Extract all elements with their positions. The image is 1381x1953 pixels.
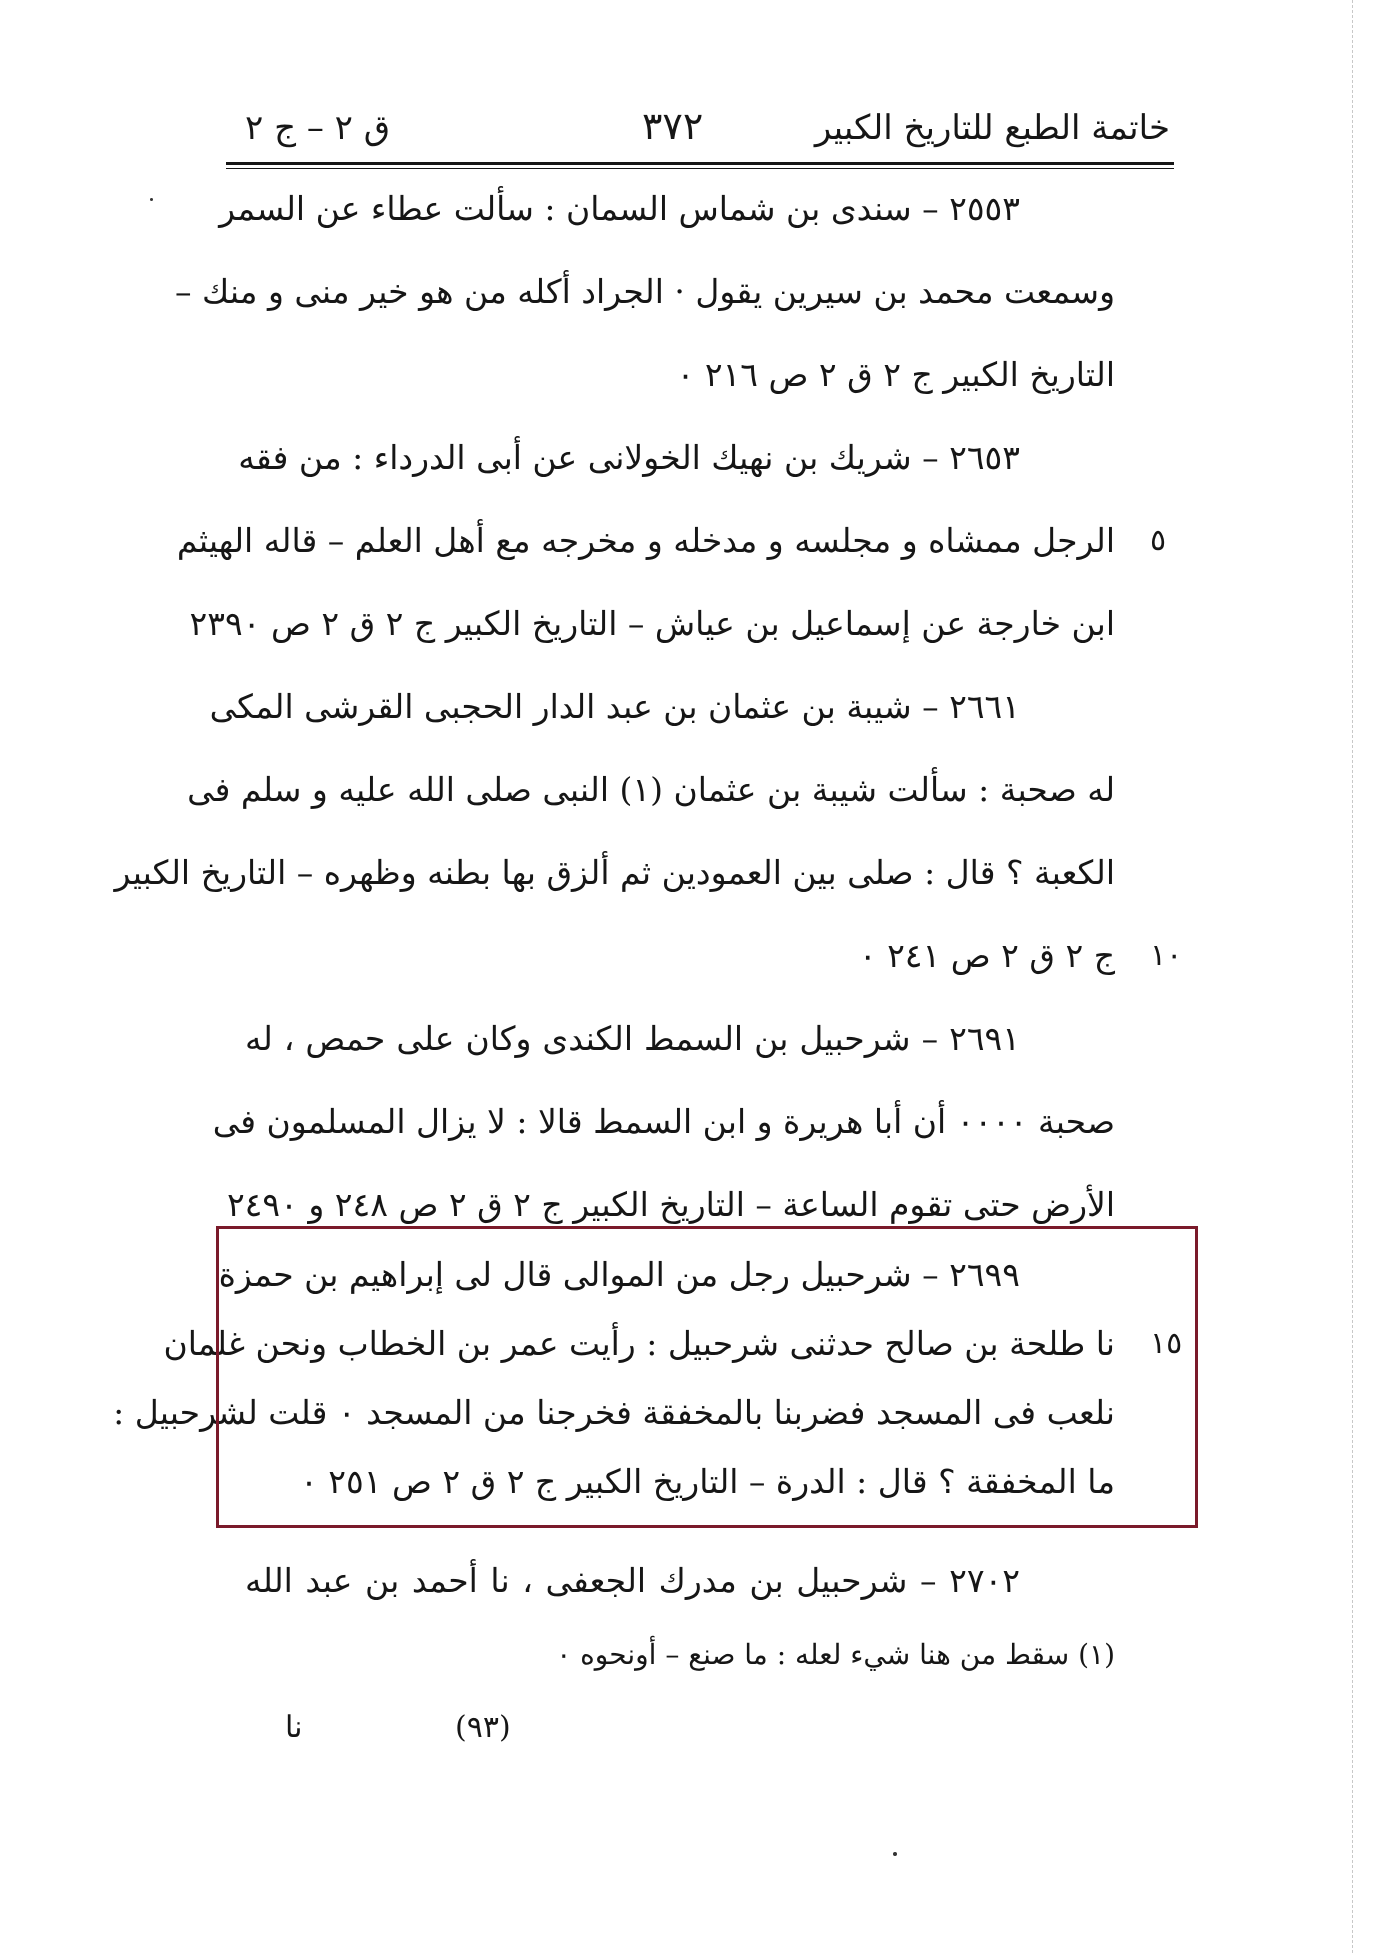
page-edge-line [1352, 0, 1353, 1953]
text-line: وسمعت محمد بن سيرين يقول · الجراد أكله من هو خير منى و منك – [175, 272, 1115, 311]
text-line: ٢٦٦١ – شيبة بن عثمان بن عبد الدار الحجبى القرشى المكى [209, 687, 1020, 726]
page-header [235, 92, 1170, 156]
text-line: ما المخفقة ؟ قال : الدرة – التاريخ الكبير ج ٢ ق ٢ ص ٢٥١ ٠ [300, 1462, 1115, 1501]
text-line: له صحبة : سألت شيبة بن عثمان (١) النبى صلى الله عليه و سلم فى [187, 770, 1115, 809]
text-line: الرجل ممشاه و مجلسه و مدخله و مخرجه مع أهل العلم – قاله الهيثم [176, 521, 1115, 560]
text-line: ٢٦٩٩ – شرحبيل رجل من الموالى قال لى إبراهيم بن حمزة [218, 1255, 1020, 1294]
header-page-number: ٣٧٢ [642, 104, 704, 148]
footnote: (١) سقط من هنا شيء لعله : ما صنع – أونحوه ٠ [556, 1638, 1115, 1671]
line-number: ١٠ [1150, 938, 1183, 973]
header-title: خاتمة الطبع للتاريخ الكبير [814, 108, 1170, 148]
text-line: ابن خارجة عن إسماعيل بن عياش – التاريخ الكبير ج ٢ ق ٢ ص ٢٣٩٠ [189, 604, 1115, 643]
text-line: ٢٦٩١ – شرحبيل بن السمط الكندى وكان على حمص ، له [245, 1019, 1020, 1058]
speck [893, 1852, 897, 1856]
text-line: نا طلحة بن صالح حدثنى شرحبيل : رأيت عمر بن الخطاب ونحن غلمان [163, 1324, 1115, 1363]
text-line: الأرض حتى تقوم الساعة – التاريخ الكبير ج ٢ ق ٢ ص ٢٤٨ و ٢٤٩٠ [226, 1185, 1115, 1224]
text-line: ٢٧٠٢ – شرحبيل بن مدرك الجعفى ، نا أحمد بن عبد الله [245, 1561, 1020, 1600]
text-line: الكعبة ؟ قال : صلى بين العمودين ثم ألزق بها بطنه وظهره – التاريخ الكبير [114, 853, 1115, 892]
text-line: ٢٦٥٣ – شريك بن نهيك الخولانى عن أبى الدرداء : من فقه [238, 438, 1020, 477]
header-rule-thin [226, 168, 1174, 169]
header-part: ق ٢ – ج ٢ [245, 108, 391, 148]
signature-mark: (٩٣) [455, 1710, 511, 1745]
text-line: ٢٥٥٣ – سندى بن شماس السمان : سألت عطاء عن السمر [219, 189, 1020, 228]
speck [150, 198, 153, 201]
highlight-box [113, 1226, 1198, 1528]
line-number: ١٥ [1150, 1326, 1183, 1361]
text-line: ج ٢ ق ٢ ص ٢٤١ ٠ [858, 936, 1115, 975]
header-rule [226, 162, 1174, 165]
text-line: صحبة ٠٠٠٠ أن أبا هريرة و ابن السمط قالا : لا يزال المسلمون فى [212, 1102, 1115, 1141]
text-line: التاريخ الكبير ج ٢ ق ٢ ص ٢١٦ ٠ [676, 355, 1115, 394]
text-line: نلعب فى المسجد فضربنا بالمخفقة فخرجنا من المسجد ٠ قلت لشرحبيل : [113, 1393, 1115, 1432]
line-number: ٥ [1150, 523, 1167, 558]
catchword: نا [285, 1710, 303, 1745]
